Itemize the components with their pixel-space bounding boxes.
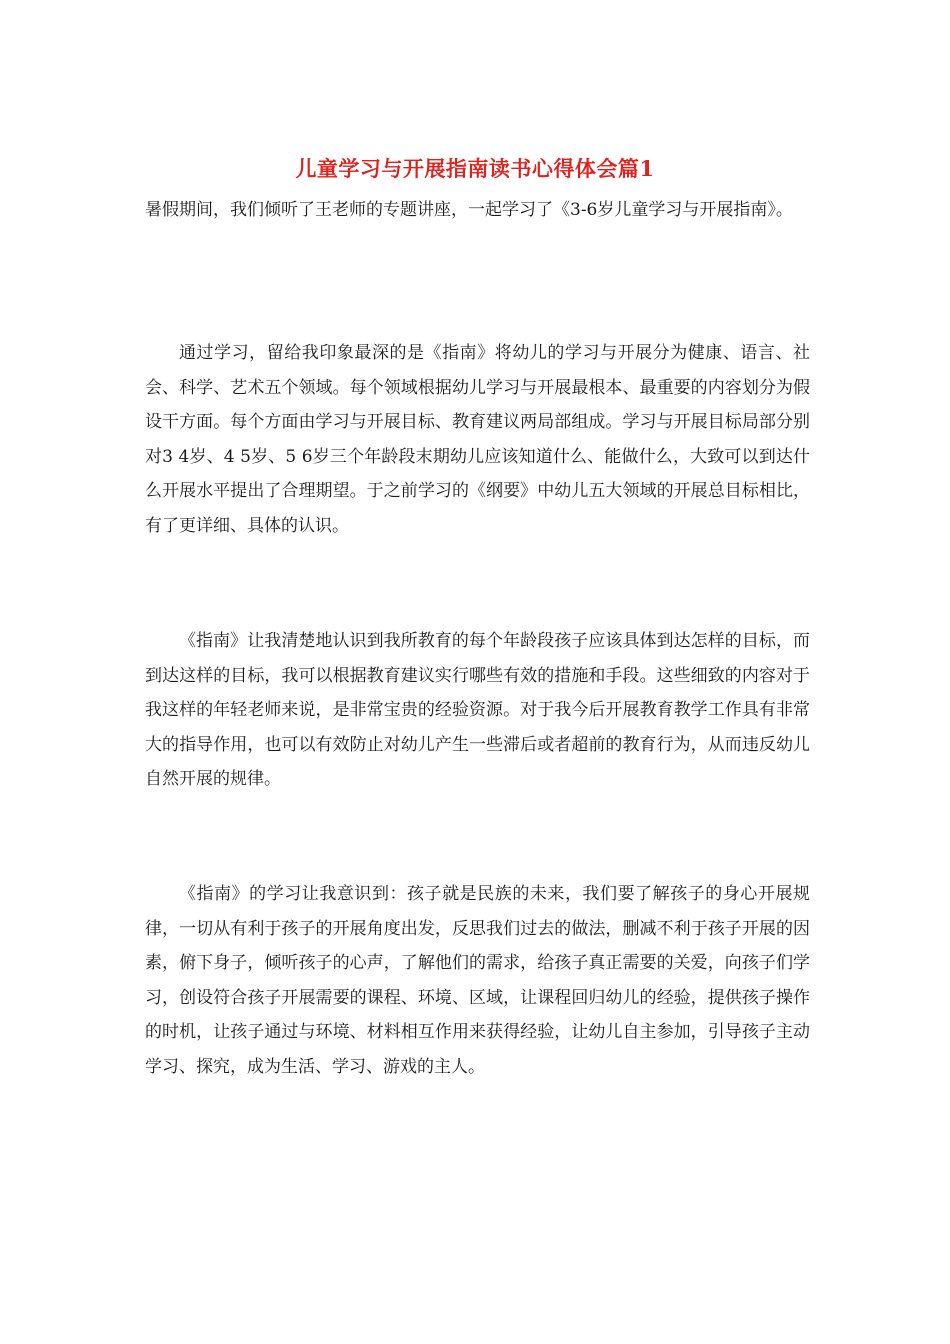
- paragraph-reflection: 《指南》的学习让我意识到：孩子就是民族的未来，我们要了解孩子的身心开展规律，一切从有利于孩子的开展角度出发，反思我们过去的做法，删减不利于孩子开展的因素，俯下身子，倾听孩子的心声，了解他们的需求，给孩子真正需要的关爱，向孩子们学习，创设符合孩子开展需要的课程、环境、区域，让课程回归幼儿的经验，提供孩子操作的时机，让孩子通过与环境、材料相互作用来获得经验，让幼儿自主参加，引导孩子主动学习、探究，成为生活、学习、游戏的主人。: [145, 884, 810, 1077]
- paragraph-intro: 暑假期间，我们倾听了王老师的专题讲座，一起学习了《3-6岁儿童学习与开展指南》。: [145, 200, 793, 220]
- paragraph-domains: 通过学习，留给我印象最深的是《指南》将幼儿的学习与开展分为健康、语言、社会、科学、艺术五个领域。每个领域根据幼儿学习与开展最根本、最重要的内容划分为假设干方面。每个方面由学习与开展目标、教育建议两局部组成。学习与开展目标局部分别对3 4岁、4 5岁、5 6岁三个年龄段末期幼儿应该知道什么、能做什么，大致可以到达什么开展水平提出了合理期望。于之前学习的《纲要》中幼儿五大领域的开展总目标相比，有了更详细、具体的认识。: [145, 343, 810, 536]
- document-title: 儿童学习与开展指南读书心得体会篇1: [295, 156, 655, 181]
- paragraph-goals: 《指南》让我清楚地认识到我所教育的每个年龄段孩子应该具体到达怎样的目标，而到达这样的目标，我可以根据教育建议实行哪些有效的措施和手段。这些细致的内容对于我这样的年轻老师来说，是非常宝贵的经验资源。对于我今后开展教育教学工作具有非常大的指导作用，也可以有效防止对幼儿产生一些滞后或者超前的教育行为，从而违反幼儿自然开展的规律。: [145, 631, 810, 790]
